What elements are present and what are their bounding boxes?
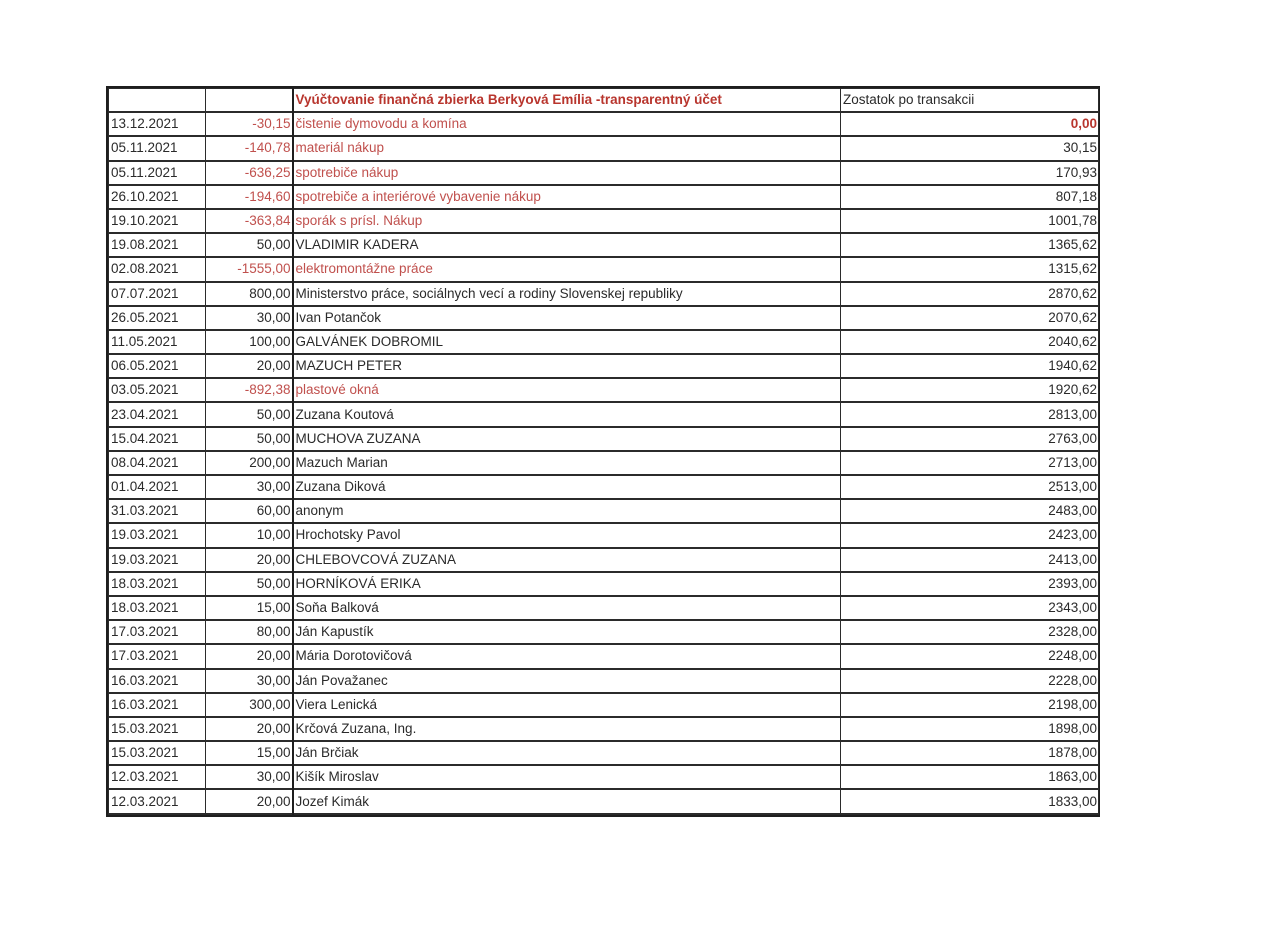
balance-cell: 2040,62 bbox=[841, 330, 1099, 354]
amount-cell: -636,25 bbox=[206, 161, 293, 185]
amount-cell: -194,60 bbox=[206, 185, 293, 209]
balance-cell: 2763,00 bbox=[841, 427, 1099, 451]
balance-cell: 807,18 bbox=[841, 185, 1099, 209]
amount-cell: 50,00 bbox=[206, 402, 293, 426]
amount-cell: 80,00 bbox=[206, 620, 293, 644]
date-cell: 12.03.2021 bbox=[109, 765, 206, 789]
date-cell: 05.11.2021 bbox=[109, 136, 206, 160]
balance-cell: 2423,00 bbox=[841, 523, 1099, 547]
date-cell: 15.04.2021 bbox=[109, 427, 206, 451]
date-cell: 02.08.2021 bbox=[109, 257, 206, 281]
description-cell: Ján Považanec bbox=[293, 669, 841, 693]
date-cell: 06.05.2021 bbox=[109, 354, 206, 378]
date-cell: 19.03.2021 bbox=[109, 523, 206, 547]
amount-cell: -1555,00 bbox=[206, 257, 293, 281]
date-cell: 15.03.2021 bbox=[109, 717, 206, 741]
description-cell: MAZUCH PETER bbox=[293, 354, 841, 378]
table-row bbox=[109, 451, 1099, 475]
table-row bbox=[109, 596, 1099, 620]
amount-cell: 300,00 bbox=[206, 693, 293, 717]
date-cell: 16.03.2021 bbox=[109, 669, 206, 693]
balance-cell: 2513,00 bbox=[841, 475, 1099, 499]
header-amount-cell bbox=[206, 89, 293, 113]
date-cell: 19.03.2021 bbox=[109, 548, 206, 572]
balance-cell: 2413,00 bbox=[841, 548, 1099, 572]
transactions-sheet bbox=[106, 86, 1100, 817]
date-cell: 08.04.2021 bbox=[109, 451, 206, 475]
amount-cell: 60,00 bbox=[206, 499, 293, 523]
date-cell: 16.03.2021 bbox=[109, 693, 206, 717]
balance-cell: 2228,00 bbox=[841, 669, 1099, 693]
description-cell: GALVÁNEK DOBROMIL bbox=[293, 330, 841, 354]
amount-cell: 20,00 bbox=[206, 789, 293, 813]
amount-cell: 20,00 bbox=[206, 354, 293, 378]
description-cell: sporák s prísl. Nákup bbox=[293, 209, 841, 233]
amount-cell: 50,00 bbox=[206, 572, 293, 596]
table-row bbox=[109, 427, 1099, 451]
table-row bbox=[109, 620, 1099, 644]
balance-cell: 1001,78 bbox=[841, 209, 1099, 233]
description-cell: HORNÍKOVÁ ERIKA bbox=[293, 572, 841, 596]
table-row bbox=[109, 136, 1099, 160]
date-cell: 31.03.2021 bbox=[109, 499, 206, 523]
date-cell: 07.07.2021 bbox=[109, 282, 206, 306]
transactions-body bbox=[109, 112, 1099, 813]
table-row bbox=[109, 523, 1099, 547]
amount-cell: 30,00 bbox=[206, 475, 293, 499]
table-row bbox=[109, 354, 1099, 378]
document-title: Vyúčtovanie finančná zbierka Berkyová Emília -transparentný účet bbox=[293, 89, 841, 113]
description-cell: Krčová Zuzana, Ing. bbox=[293, 717, 841, 741]
description-cell: Ivan Potančok bbox=[293, 306, 841, 330]
amount-cell: 15,00 bbox=[206, 741, 293, 765]
balance-cell: 1863,00 bbox=[841, 765, 1099, 789]
description-cell: spotrebiče nákup bbox=[293, 161, 841, 185]
description-cell: anonym bbox=[293, 499, 841, 523]
date-cell: 18.03.2021 bbox=[109, 572, 206, 596]
table-row bbox=[109, 717, 1099, 741]
balance-cell: 1833,00 bbox=[841, 789, 1099, 813]
amount-cell: 50,00 bbox=[206, 233, 293, 257]
description-cell: Mária Dorotovičová bbox=[293, 644, 841, 668]
description-cell: Jozef Kimák bbox=[293, 789, 841, 813]
header-date-cell bbox=[109, 89, 206, 113]
amount-cell: 20,00 bbox=[206, 644, 293, 668]
table-row bbox=[109, 330, 1099, 354]
balance-cell: 2328,00 bbox=[841, 620, 1099, 644]
balance-cell: 2813,00 bbox=[841, 402, 1099, 426]
table-row bbox=[109, 548, 1099, 572]
table-row bbox=[109, 693, 1099, 717]
balance-cell: 2870,62 bbox=[841, 282, 1099, 306]
transactions-table bbox=[108, 88, 1099, 815]
table-row bbox=[109, 499, 1099, 523]
description-cell: Ján Kapustík bbox=[293, 620, 841, 644]
table-row bbox=[109, 765, 1099, 789]
amount-cell: 30,00 bbox=[206, 765, 293, 789]
balance-cell: 1898,00 bbox=[841, 717, 1099, 741]
description-cell: čistenie dymovodu a komína bbox=[293, 112, 841, 136]
description-cell: Hrochotsky Pavol bbox=[293, 523, 841, 547]
balance-cell: 0,00 bbox=[841, 112, 1099, 136]
table-row bbox=[109, 475, 1099, 499]
description-cell: VLADIMIR KADERA bbox=[293, 233, 841, 257]
table-row bbox=[109, 112, 1099, 136]
balance-cell: 1315,62 bbox=[841, 257, 1099, 281]
balance-cell: 2248,00 bbox=[841, 644, 1099, 668]
description-cell: Ján Brčiak bbox=[293, 741, 841, 765]
date-cell: 23.04.2021 bbox=[109, 402, 206, 426]
date-cell: 05.11.2021 bbox=[109, 161, 206, 185]
description-cell: MUCHOVA ZUZANA bbox=[293, 427, 841, 451]
description-cell: Mazuch Marian bbox=[293, 451, 841, 475]
table-row bbox=[109, 306, 1099, 330]
date-cell: 15.03.2021 bbox=[109, 741, 206, 765]
table-row bbox=[109, 669, 1099, 693]
balance-cell: 2343,00 bbox=[841, 596, 1099, 620]
balance-cell: 1940,62 bbox=[841, 354, 1099, 378]
table-row bbox=[109, 741, 1099, 765]
date-cell: 19.10.2021 bbox=[109, 209, 206, 233]
table-row bbox=[109, 644, 1099, 668]
amount-cell: -140,78 bbox=[206, 136, 293, 160]
table-row bbox=[109, 257, 1099, 281]
date-cell: 18.03.2021 bbox=[109, 596, 206, 620]
balance-column-header: Zostatok po transakcii bbox=[841, 89, 1099, 113]
date-cell: 17.03.2021 bbox=[109, 620, 206, 644]
table-row bbox=[109, 161, 1099, 185]
balance-cell: 1365,62 bbox=[841, 233, 1099, 257]
description-cell: elektromontážne práce bbox=[293, 257, 841, 281]
amount-cell: 30,00 bbox=[206, 669, 293, 693]
date-cell: 26.10.2021 bbox=[109, 185, 206, 209]
balance-cell: 2070,62 bbox=[841, 306, 1099, 330]
amount-cell: 20,00 bbox=[206, 717, 293, 741]
description-cell: materiál nákup bbox=[293, 136, 841, 160]
balance-cell: 2198,00 bbox=[841, 693, 1099, 717]
table-row bbox=[109, 185, 1099, 209]
amount-cell: 30,00 bbox=[206, 306, 293, 330]
table-row bbox=[109, 209, 1099, 233]
table-row bbox=[109, 789, 1099, 813]
amount-cell: 50,00 bbox=[206, 427, 293, 451]
balance-cell: 2483,00 bbox=[841, 499, 1099, 523]
table-header-row bbox=[109, 89, 1099, 113]
amount-cell: 100,00 bbox=[206, 330, 293, 354]
amount-cell: 200,00 bbox=[206, 451, 293, 475]
description-cell: Zuzana Diková bbox=[293, 475, 841, 499]
description-cell: Kišík Miroslav bbox=[293, 765, 841, 789]
balance-cell: 1878,00 bbox=[841, 741, 1099, 765]
description-cell: Viera Lenická bbox=[293, 693, 841, 717]
amount-cell: 20,00 bbox=[206, 548, 293, 572]
description-cell: Zuzana Koutová bbox=[293, 402, 841, 426]
date-cell: 17.03.2021 bbox=[109, 644, 206, 668]
balance-cell: 30,15 bbox=[841, 136, 1099, 160]
date-cell: 12.03.2021 bbox=[109, 789, 206, 813]
balance-cell: 170,93 bbox=[841, 161, 1099, 185]
table-row bbox=[109, 233, 1099, 257]
description-cell: CHLEBOVCOVÁ ZUZANA bbox=[293, 548, 841, 572]
amount-cell: 10,00 bbox=[206, 523, 293, 547]
description-cell: Ministerstvo práce, sociálnych vecí a rodiny Slovenskej republiky bbox=[293, 282, 841, 306]
table-row bbox=[109, 378, 1099, 402]
amount-cell: -363,84 bbox=[206, 209, 293, 233]
date-cell: 13.12.2021 bbox=[109, 112, 206, 136]
balance-cell: 2393,00 bbox=[841, 572, 1099, 596]
table-row bbox=[109, 402, 1099, 426]
description-cell: plastové okná bbox=[293, 378, 841, 402]
date-cell: 03.05.2021 bbox=[109, 378, 206, 402]
description-cell: spotrebiče a interiérové vybavenie nákup bbox=[293, 185, 841, 209]
balance-cell: 1920,62 bbox=[841, 378, 1099, 402]
date-cell: 26.05.2021 bbox=[109, 306, 206, 330]
balance-cell: 2713,00 bbox=[841, 451, 1099, 475]
amount-cell: 800,00 bbox=[206, 282, 293, 306]
date-cell: 19.08.2021 bbox=[109, 233, 206, 257]
table-row bbox=[109, 282, 1099, 306]
amount-cell: 15,00 bbox=[206, 596, 293, 620]
date-cell: 01.04.2021 bbox=[109, 475, 206, 499]
amount-cell: -30,15 bbox=[206, 112, 293, 136]
amount-cell: -892,38 bbox=[206, 378, 293, 402]
table-row bbox=[109, 572, 1099, 596]
date-cell: 11.05.2021 bbox=[109, 330, 206, 354]
description-cell: Soňa Balková bbox=[293, 596, 841, 620]
